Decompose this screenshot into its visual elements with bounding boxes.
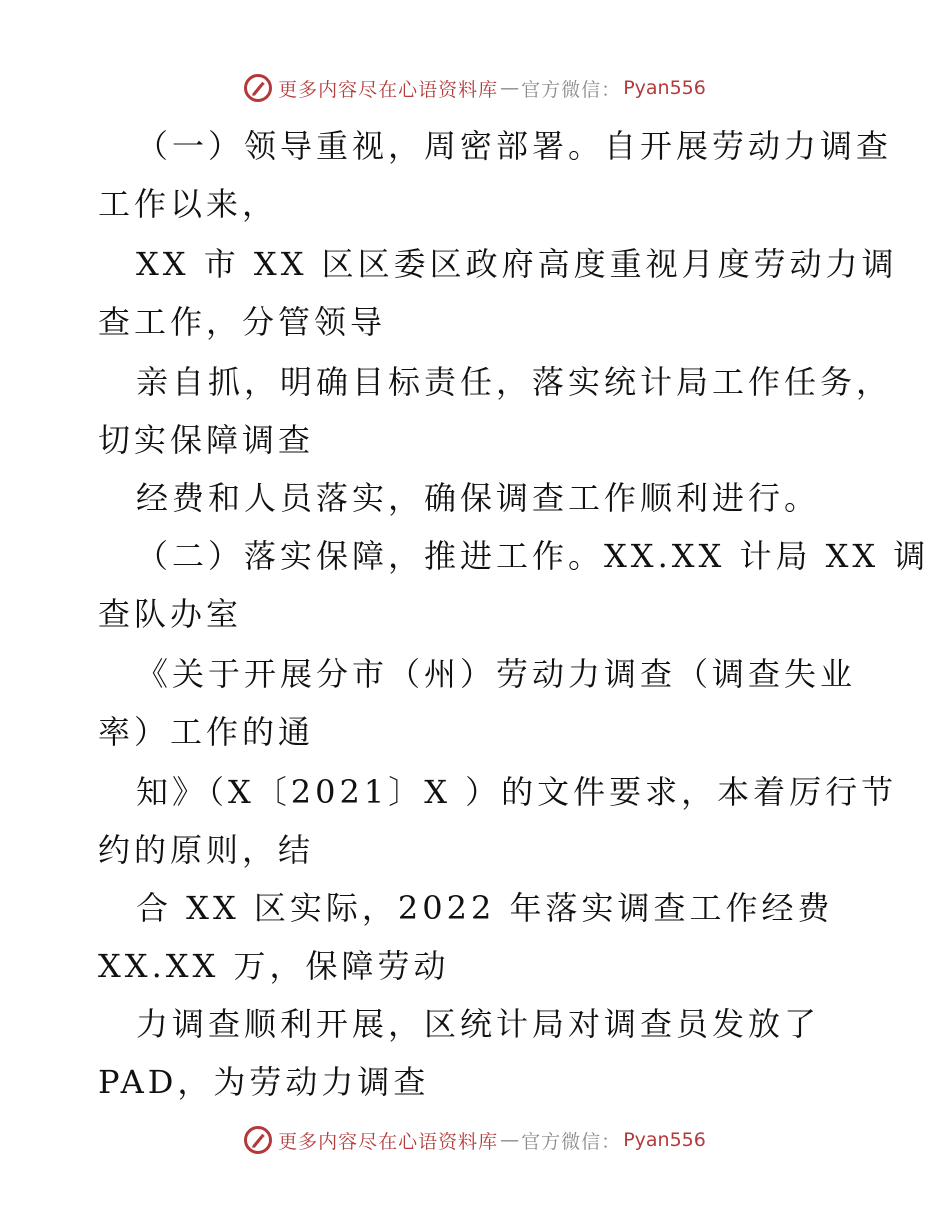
wechat-label: 官方微信：	[521, 1130, 622, 1153]
paragraph-line: 亲自抓，明确目标责任，落实统计局工作任务，	[136, 363, 893, 401]
separator: —	[500, 1129, 520, 1151]
paragraph-line: 查工作，分管领导	[98, 303, 387, 341]
pen-circle-icon	[244, 1126, 272, 1154]
wechat-account: Pyan556	[623, 77, 706, 99]
paragraph-line: XX.XX 万，保障劳动	[98, 947, 450, 985]
wechat-account: Pyan556	[623, 1129, 706, 1151]
paragraph-line: PAD，为劳动力调查	[98, 1063, 430, 1101]
paragraph-line: 经费和人员落实，确保调查工作顺利进行。	[136, 479, 821, 517]
paragraph-line: 知》（X〔2021〕X ）的文件要求，本着厉行节	[136, 773, 898, 811]
paragraph-line: 合 XX 区实际，2022 年落实调查工作经费	[136, 889, 834, 927]
paragraph-line: 工作以来，	[98, 185, 279, 223]
paragraph-line: 约的原则，结	[98, 831, 315, 869]
paragraph-line: XX 市 XX 区区委区政府高度重视月度劳动力调	[136, 245, 898, 283]
paragraph-line: （二）落实保障，推进工作。XX.XX 计局 XX 调	[136, 537, 930, 575]
separator: —	[500, 77, 520, 99]
paragraph-line: 切实保障调查	[98, 421, 315, 459]
paragraph-line: 率）工作的通	[98, 713, 315, 751]
brand-text: 更多内容尽在心语资料库	[278, 1130, 499, 1153]
wechat-label: 官方微信：	[521, 78, 622, 101]
paragraph-line: 力调查顺利开展，区统计局对调查员发放了	[136, 1005, 821, 1043]
footer-watermark	[0, 1126, 950, 1154]
paragraph-line: 查队办室	[98, 595, 243, 633]
paragraph-line: （一）领导重视，周密部署。自开展劳动力调查	[136, 127, 893, 165]
paragraph-line: 《关于开展分市（州）劳动力调查（调查失业	[136, 655, 857, 693]
brand-text: 更多内容尽在心语资料库	[278, 78, 499, 101]
